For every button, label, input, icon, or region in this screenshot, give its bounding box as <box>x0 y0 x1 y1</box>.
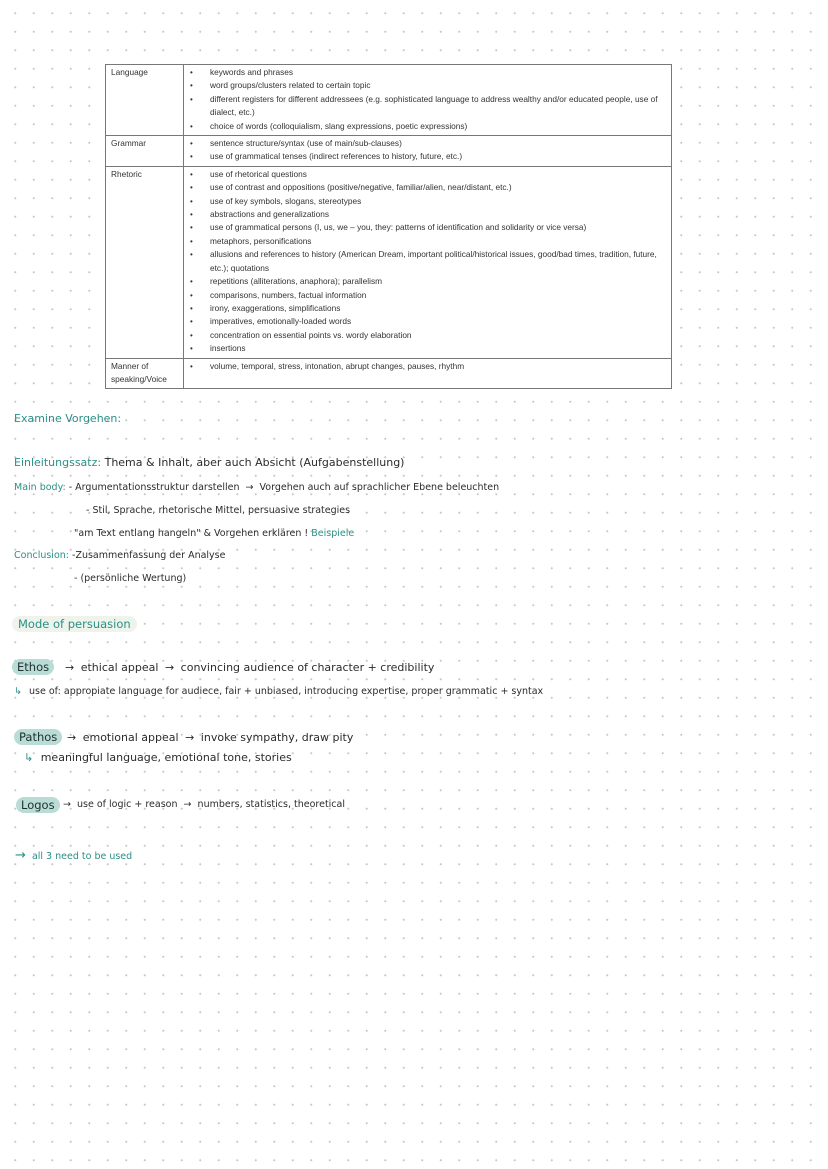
arrow-right-icon: → <box>67 731 77 744</box>
ethos-label: Ethos <box>12 659 54 675</box>
table-row <box>106 358 672 389</box>
hook-arrow-icon: ↳ <box>14 686 22 697</box>
list-item: • use of key symbols, slogans, stereotypes <box>210 195 667 208</box>
ethos-sub: use of: appropiate language for audiece, fair + unbiased, introducing expertise, proper grammatic + syntax <box>29 686 544 697</box>
pathos-sub: meaningful language, emotional tone, stories <box>40 751 292 764</box>
einleitung-label: Einleitungssatz: <box>14 456 102 469</box>
examine-heading: Examine Vorgehen: <box>14 412 122 425</box>
main-body-sub-2 <box>74 528 354 539</box>
ethos-line <box>62 661 434 674</box>
list-item: • use of rhetorical questions <box>210 168 667 181</box>
arrow-right-icon: → <box>63 799 71 810</box>
main-body-text: - Argumentationsstruktur darstellen <box>68 482 240 493</box>
main-body-sub-1: - Stil, Sprache, rhetorische Mittel, persuasive strategies <box>86 505 351 516</box>
list-item: • different registers for different addressees (e.g. sophisticated language to address wealthy and/or educated people, use of dialect, etc.) <box>210 93 667 120</box>
list-item: • volume, temporal, stress, intonation, abrupt changes, pauses, rhythm <box>210 360 667 373</box>
list-item: • imperatives, emotionally-loaded words <box>210 315 667 328</box>
arrow-right-icon: → <box>183 799 192 810</box>
list-item: • repetitions (alliterations, anaphora); parallelism <box>210 275 667 288</box>
table-row <box>106 65 672 136</box>
list-item: • use of grammatical persons (I, us, we – you, they: patterns of identification and solidarity or vice versa) <box>210 221 667 234</box>
conclusion-line <box>14 550 225 561</box>
einleitung-text: Thema & Inhalt, aber auch Absicht (Aufgabenstellung) <box>104 456 405 469</box>
main-body-line <box>14 482 499 493</box>
final-note-line <box>12 848 132 863</box>
beispiele-accent: Beispiele <box>311 528 355 539</box>
table-body <box>106 65 672 389</box>
category-cell: Rhetoric <box>106 166 184 358</box>
list-item: • sentence structure/syntax (use of main/sub-clauses) <box>210 137 667 150</box>
pathos-text-2: invoke sympathy, draw pity <box>200 731 354 744</box>
list-item: • use of contrast and oppositions (positive/negative, familiar/alien, near/distant, etc.) <box>210 181 667 194</box>
arrow-right-icon: → <box>15 848 26 863</box>
bullet-list <box>188 168 667 356</box>
final-note: all 3 need to be used <box>31 851 133 862</box>
main-body-sub-2-text: "am Text entlang hangeln" & Vorgehen erklären ! <box>74 528 309 539</box>
bullet-list <box>188 137 667 164</box>
list-item: • use of grammatical tenses (indirect references to history, future, etc.) <box>210 150 667 163</box>
list-item: • allusions and references to history (American Dream, important political/historical issues, good/bad times, tradition, future, etc.); quotations <box>210 248 667 275</box>
logos-text: use of logic + reason <box>77 799 178 810</box>
items-cell <box>184 166 672 358</box>
list-item: • insertions <box>210 342 667 355</box>
main-body-label: Main body: <box>14 482 66 493</box>
bullet-list <box>188 360 667 373</box>
bullet-list <box>188 66 667 133</box>
list-item: • concentration on essential points vs. wordy elaboration <box>210 329 667 342</box>
arrow-right-icon: → <box>185 731 195 744</box>
items-cell <box>184 136 672 167</box>
pathos-text: emotional appeal <box>82 731 179 744</box>
category-cell: Grammar <box>106 136 184 167</box>
table-row <box>106 136 672 167</box>
arrow-right-icon: → <box>164 661 175 674</box>
logos-label: Logos <box>16 797 60 813</box>
list-item: • comparisons, numbers, factual information <box>210 289 667 302</box>
mode-of-persuasion-heading: Mode of persuasion <box>12 616 137 632</box>
ethos-text: ethical appeal <box>80 661 159 674</box>
logos-line <box>60 799 345 810</box>
rhetorical-devices-table <box>105 64 672 389</box>
pathos-line <box>64 731 353 744</box>
pathos-label: Pathos <box>14 729 62 745</box>
list-item: • abstractions and generalizations <box>210 208 667 221</box>
einleitung-line <box>14 456 404 469</box>
conclusion-text: -Zusammenfassung der Analyse <box>72 550 226 561</box>
arrow-right-icon: → <box>245 482 254 493</box>
list-item: • irony, exaggerations, simplifications <box>210 302 667 315</box>
category-cell: Manner of speaking/Voice <box>106 358 184 389</box>
pathos-sub-line <box>24 751 292 764</box>
list-item: • metaphors, personifications <box>210 235 667 248</box>
hook-arrow-icon: ↳ <box>24 751 34 764</box>
table-row <box>106 166 672 358</box>
main-body-text-2: Vorgehen auch auf sprachlicher Ebene beleuchten <box>259 482 500 493</box>
arrow-right-icon: → <box>65 661 75 674</box>
ethos-sub-line <box>14 686 543 697</box>
conclusion-sub: - (persönliche Wertung) <box>74 573 187 584</box>
list-item: • choice of words (colloquialism, slang expressions, poetic expressions) <box>210 120 667 133</box>
items-cell <box>184 65 672 136</box>
conclusion-label: Conclusion: <box>14 550 69 561</box>
list-item: • keywords and phrases <box>210 66 667 79</box>
list-item: • word groups/clusters related to certain topic <box>210 79 667 92</box>
category-cell: Language <box>106 65 184 136</box>
logos-text-2: numbers, statistics, theoretical <box>197 799 345 810</box>
ethos-text-2: convincing audience of character + credibility <box>180 661 435 674</box>
items-cell <box>184 358 672 389</box>
